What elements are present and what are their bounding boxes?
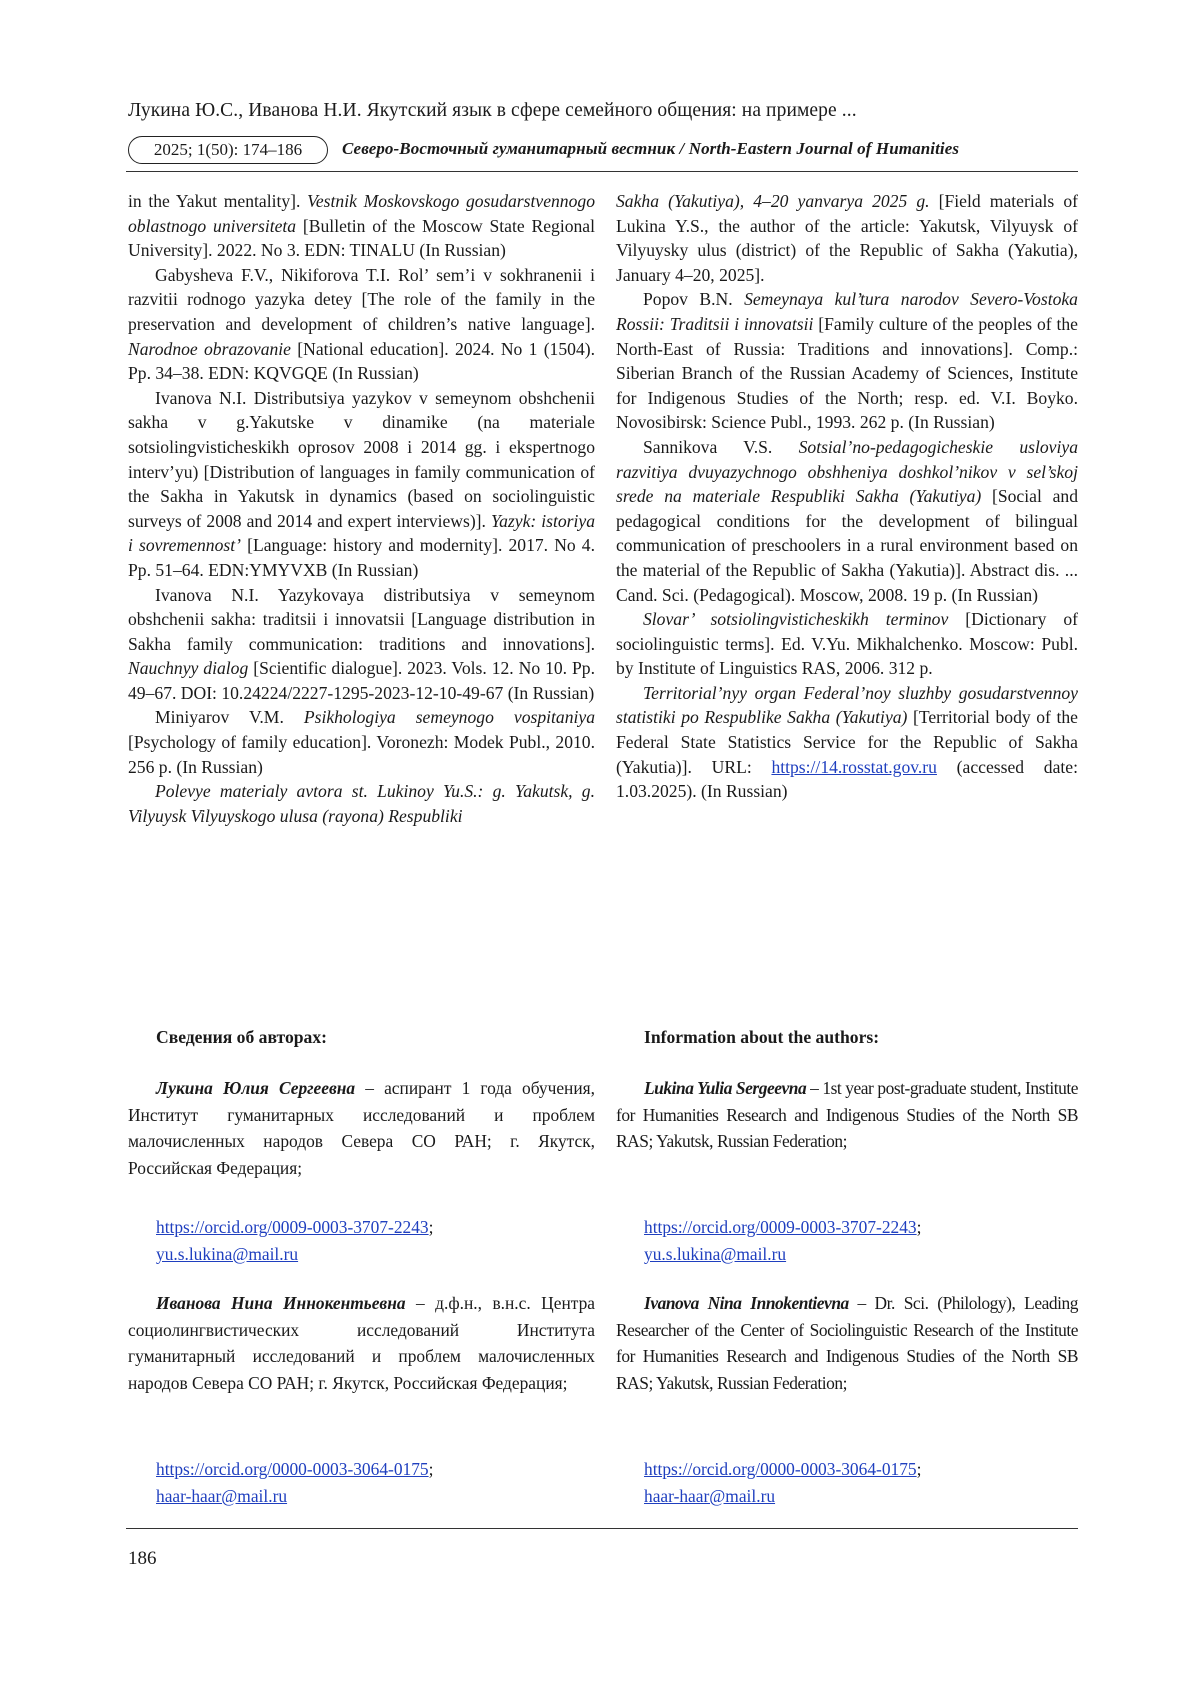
author-1-ru-email-link[interactable]: yu.s.lukina@mail.ru [156, 1244, 299, 1264]
reference-title: Sotsial’no-pedagogicheskie usloviya razvitiya dvuyazychnogo obshheniya doshkol’nikov v sel’skoj srede na materiale Respubliki Sakha (Yakutiya) [616, 436, 1078, 507]
reference-text: [Dictionary of sociolinguistic terms]. Ed. V.Yu. Mikhalchenko. Moscow: Publ. by Institute of Linguistics RAS, 2006. 312 p. [616, 609, 1078, 679]
reference-text: [Family culture of the peoples of the North-East of Russia: Traditions and innovations]. Comp.: Siberian Branch of the Russian Academy of Sciences, Institute for Indigenous Studies of the North; resp. ed. V.I. Boyko. Novosibirsk: Science Publ., 1993. 262 p. (In Russian) [616, 313, 1078, 433]
separator: ; [428, 1459, 434, 1479]
author-1-ru-orcid-link[interactable]: https://orcid.org/0009-0003-3707-2243 [156, 1217, 429, 1237]
reference-text: Ivanova N.I. Distributsiya yazykov v semeynom obshchenii sakha v g.Yakutske v dinamike (na materiale sotsiolingvisticheskikh oprosov 2008 i 2014 gg. i ekspertnogo interv’yu) [Distribution of languages in family communication of the Sakha in Yakutsk in dynamics (based on sociolinguistic surveys of 2008 and 2014 and expert interviews)]. [128, 387, 595, 531]
author-1-ru-name: Лукина Юлия Сергеевна [156, 1078, 356, 1098]
reference-text: in the Yakut mentality]. [128, 191, 308, 211]
reference-text: [Territorial body of the Federal State Statistics Service for the Republic of Sakha (Yakutia)]. URL: [616, 707, 1078, 777]
reference-title: Narodnoe obrazovanie [128, 338, 291, 359]
author-2-en-contacts [644, 1456, 921, 1510]
issue-line [128, 136, 1078, 170]
author-2-en-name: Ivanova Nina Innokentievna [644, 1293, 849, 1313]
reference-text: [Scientific dialogue]. 2023. Vols. 12. No 10. Pp. 49–67. DOI: 10.24224/2227-1295-2023-12-10-49-67 (In Russian) [128, 658, 595, 703]
separator: ; [428, 1217, 434, 1237]
journal-title: Северо-Восточный гуманитарный вестник / North-Eastern Journal of Humanities [342, 139, 960, 158]
running-title: Лукина Ю.С., Иванова Н.И. Якутский язык в сфере семейного общения: на примере ... [128, 100, 857, 121]
reference-text: [Social and pedagogical conditions for the development of bilingual communication of preschoolers in a rural environment based on the material of the Republic of Sakha (Yakutia)]. Abstract dis. ... Cand. Sci. (Pedagogical). Moscow, 2008. 19 p. (In Russian) [616, 486, 1078, 605]
author-2-ru-contacts [156, 1456, 433, 1510]
authors-heading-en: Information about the authors: [644, 1027, 880, 1047]
reference-title: Yazyk: istoriya i sovremennost’ [128, 510, 596, 556]
reference-text: Sannikova V.S. [643, 436, 799, 457]
reference-text: [National education]. 2024. No 1 (1504). Pp. 34–38. EDN: KQVGQE (In Russian) [128, 338, 595, 384]
reference-entry [616, 607, 1078, 681]
author-1-ru-affiliation: – аспирант 1 года обучения, Институт гуманитарных исследований и проблем малочисленных народов Севера СО РАН; г. Якутск, Российская Федерация; [128, 1078, 596, 1178]
reference-text: [Bulletin of the Moscow State Regional University]. 2022. No 3. EDN: TINALU (In Russian) [128, 215, 595, 261]
reference-entry [616, 681, 1078, 804]
reference-title: Nauchnyy dialog [128, 658, 249, 679]
author-2-en-orcid-link[interactable]: https://orcid.org/0000-0003-3064-0175 [644, 1459, 917, 1479]
reference-text: Ivanova N.I. Yazykovaya distributsiya v semeynom obshchenii sakha: traditsii i innovatsii [Language distribution in Sakha family communication: traditions and innovations]. [128, 584, 595, 654]
reference-text: [Language: history and modernity]. 2017. No 4. Pp. 51–64. EDN:YMYVXB (In Russian) [128, 535, 596, 580]
reference-text: (accessed date: 1.03.2025). (In Russian) [616, 756, 1078, 802]
reference-entry [128, 386, 595, 583]
author-1-ru [128, 1075, 595, 1181]
footer-rule [126, 1528, 1078, 1529]
reference-entry [616, 189, 1078, 287]
separator: ; [916, 1459, 922, 1479]
reference-entry [128, 705, 595, 779]
page-number: 186 [128, 1548, 157, 1569]
reference-url-link[interactable]: https://14.rosstat.gov.ru [771, 756, 937, 777]
reference-entry [128, 583, 595, 706]
reference-title: Territorial’nyy organ Federal’noy sluzhby gosudarstvennoy statistiki po Respublike Sakha (Yakutiya) [616, 682, 1078, 728]
author-2-ru-orcid-link[interactable]: https://orcid.org/0000-0003-3064-0175 [156, 1459, 429, 1479]
reference-text: [Psychology of family education]. Voronezh: Modek Publ., 2010. 256 p. (In Russian) [128, 732, 595, 777]
author-2-ru-affiliation: – д.ф.н., в.н.с. Центра социолингвистических исследований Института гуманитарный исследований и проблем малочисленных народов Севера СО РАН; г. Якутск, Российская Федерация; [128, 1293, 595, 1393]
authors-heading-ru: Сведения об авторах: [156, 1027, 327, 1047]
reference-text: [Field materials of Lukina Y.S., the author of the article: Yakutsk, Vilyuysk of Vilyuysky ulus (district) of the Republic of Sakha (Yakutia), January 4–20, 2025]. [616, 191, 1079, 285]
author-2-en [616, 1290, 1078, 1396]
author-2-ru [128, 1290, 595, 1396]
author-1-ru-contacts [156, 1214, 433, 1268]
issue-badge: 2025; 1(50): 174–186 [128, 136, 328, 164]
references-left-column [128, 189, 595, 828]
author-1-en-email-link[interactable]: yu.s.lukina@mail.ru [644, 1244, 787, 1264]
author-2-ru-email-link[interactable]: haar-haar@mail.ru [156, 1486, 288, 1506]
reference-entry [128, 263, 595, 386]
author-2-ru-name: Иванова Нина Иннокентьевна [156, 1293, 406, 1313]
reference-title: Polevye materialy avtora st. Lukinoy Yu.S.: g. Yakutsk, g. Vilyuysk Vilyuyskogo ulusa (rayona) Respubliki [128, 781, 595, 826]
reference-title: Sakha (Yakutiya), 4–20 yanvarya 2025 g. [616, 191, 930, 211]
header-rule [126, 171, 1078, 172]
reference-title: Semeynaya kul’tura narodov Severo-Vostoka Rossii: Traditsii i innovatsii [616, 289, 1078, 334]
reference-entry [616, 287, 1078, 435]
author-2-en-affiliation: – Dr. Sci. (Philology), Leading Researcher of the Center of Sociolinguistic Research of the Institute for Humanities Research and Indigenous Studies of the North SB RAS; Yakutsk, Russian Federation; [616, 1293, 1078, 1393]
author-1-en-affiliation: – 1st year post-graduate student, Institute for Humanities Research and Indigenous Studies of the North SB RAS; Yakutsk, Russian Federation; [616, 1078, 1078, 1151]
author-1-en-name: Lukina Yulia Sergeevna [644, 1078, 807, 1098]
reference-text: Popov B.N. [643, 289, 745, 310]
reference-entry [128, 779, 595, 828]
separator: ; [916, 1217, 922, 1237]
reference-text: Miniyarov V.M. [155, 707, 304, 728]
author-2-en-email-link[interactable]: haar-haar@mail.ru [644, 1486, 776, 1506]
author-1-en-orcid-link[interactable]: https://orcid.org/0009-0003-3707-2243 [644, 1217, 917, 1237]
author-1-en-contacts [644, 1214, 921, 1268]
reference-text: Gabysheva F.V., Nikiforova T.I. Rol’ sem’i v sokhranenii i razvitii rodnogo yazyka detey [The role of the family in the preservation and development of children’s native language]. [128, 264, 595, 334]
reference-title: Slovar’ sotsiolingvisticheskikh terminov [643, 609, 949, 630]
reference-title: Vestnik Moskovskogo gosudarstvennogo oblastnogo universiteta [128, 191, 595, 236]
reference-entry [128, 189, 595, 263]
references-right-column [616, 189, 1078, 804]
reference-entry [616, 435, 1078, 607]
author-1-en [616, 1075, 1078, 1155]
reference-title: Psikhologiya semeynogo vospitaniya [303, 707, 595, 728]
